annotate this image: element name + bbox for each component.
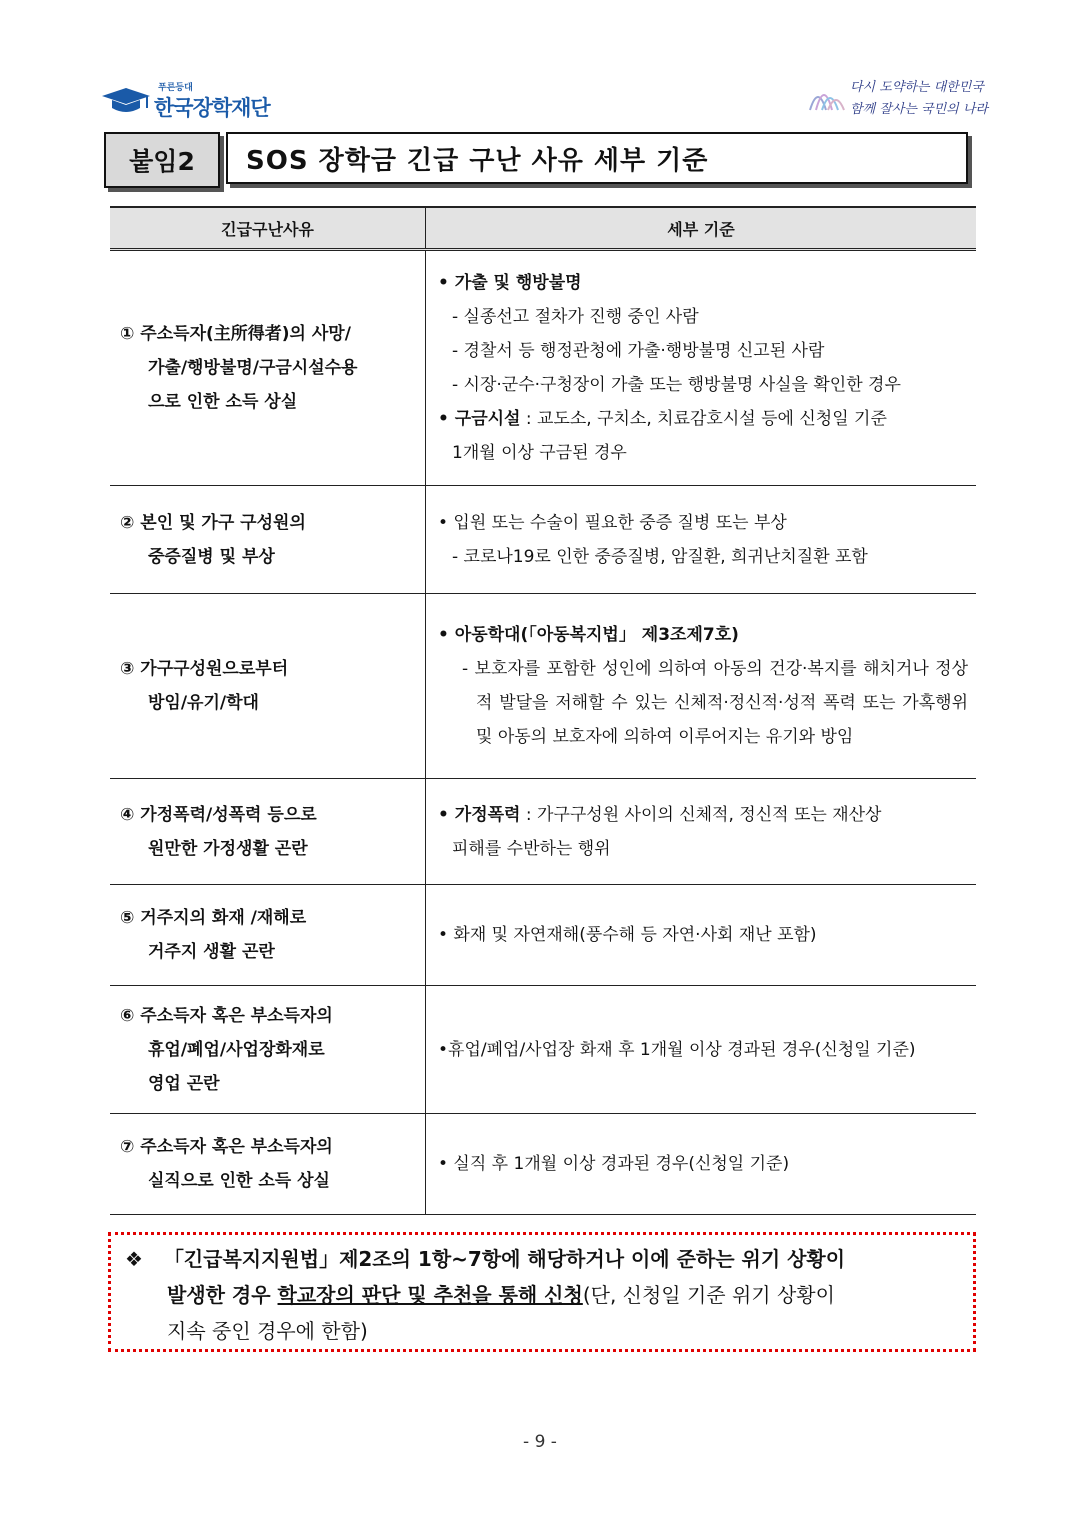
reason-line: ⑦ 주소득자 혹은 부소득자의 — [120, 1137, 333, 1157]
reason-line: ⑤ 거주지의 화재 /재해로 — [120, 908, 307, 928]
detail-sub: - 경찰서 등 행정관청에 가출·행방불명 신고된 사람 — [452, 341, 825, 361]
criteria-table — [110, 206, 976, 1215]
page-number: - 9 - — [523, 1432, 557, 1452]
reason-line: ④ 가정폭력/성폭력 등으로 — [120, 804, 317, 825]
reason-line: 휴업/폐업/사업장화재로 — [148, 1039, 325, 1060]
detail-bullet: • 구금시설 — [438, 409, 521, 429]
note-emphasis: 학교장의 판단 및 추천을 통해 신청 — [277, 1283, 583, 1307]
kosaf-logo — [100, 80, 300, 120]
reason-line: 중증질병 및 부상 — [148, 546, 275, 567]
diamond-bullet-icon: ❖ — [125, 1247, 143, 1271]
reason-cell — [110, 1114, 426, 1215]
detail-cell — [426, 1114, 977, 1215]
slogan-line-2: 함께 잘사는 국민의 나라 — [850, 102, 988, 117]
detail-text: 1개월 이상 구금된 경우 — [452, 443, 627, 463]
detail-bullet: •휴업/폐업/사업장 화재 후 1개월 이상 경과된 경우(신청일 기준) — [438, 1039, 916, 1060]
reason-cell — [110, 594, 426, 779]
detail-bullet: • 가정폭력 — [438, 804, 521, 825]
table-header-row — [110, 207, 976, 250]
application-note — [108, 1232, 976, 1352]
detail-text: 피해를 수반하는 행위 — [452, 838, 611, 859]
detail-bullet: • 아동학대(「아동복지법」 제3조제7호) — [438, 625, 739, 645]
note-text: (단, 신청일 기준 위기 상황이 — [582, 1283, 835, 1307]
note-line-3: 지속 중인 경우에 한함) — [167, 1319, 368, 1343]
detail-text: : 가구구성원 사이의 신체적, 정신적 또는 재산상 — [520, 804, 882, 825]
table-row — [110, 779, 976, 885]
logo-subtitle: 푸른등대 — [158, 83, 193, 93]
header-detail: 세부 기준 — [426, 207, 977, 250]
detail-cell — [426, 594, 977, 779]
attachment-tag: 붙임2 — [104, 132, 220, 188]
reason-cell — [110, 986, 426, 1114]
table-row — [110, 250, 976, 486]
detail-cell — [426, 250, 977, 486]
graduation-cap-icon — [100, 86, 152, 116]
reason-line: 영업 곤란 — [148, 1073, 220, 1094]
reason-cell — [110, 885, 426, 986]
table-row — [110, 986, 976, 1114]
reason-line: ⑥ 주소득자 혹은 부소득자의 — [120, 1005, 333, 1026]
table-row — [110, 486, 976, 594]
reason-line: 으로 인한 소득 상실 — [148, 392, 298, 412]
reason-line: 방임/유기/학대 — [148, 693, 259, 713]
detail-cell — [426, 779, 977, 885]
header-reason: 긴급구난사유 — [110, 207, 426, 250]
detail-bullet: • 가출 및 행방불명 — [438, 273, 582, 293]
reason-cell — [110, 250, 426, 486]
note-line-2 — [125, 1277, 961, 1313]
detail-bullet: • 입원 또는 수술이 필요한 중증 질병 또는 부상 — [438, 512, 787, 533]
detail-cell — [426, 986, 977, 1114]
detail-cell — [426, 885, 977, 986]
detail-cell — [426, 486, 977, 594]
slogan-line-1: 다시 도약하는 대한민국 — [850, 80, 984, 95]
table-row — [110, 1114, 976, 1215]
detail-sub: - 코로나19로 인한 중증질병, 암질환, 희귀난치질환 포함 — [452, 546, 868, 567]
table-row — [110, 594, 976, 779]
slogan-logo — [808, 74, 998, 122]
detail-sub: - 보호자를 포함한 성인에 의하여 아동의 건강·복지를 해치거나 정상적 발달을 저해할 수 있는 신체적·정신적·성적 폭력 또는 가혹행위 및 아동의 보호자에 의하여 이루어지는 유기와 방임 — [462, 659, 968, 747]
note-line-1 — [125, 1241, 961, 1277]
reason-cell — [110, 779, 426, 885]
reason-line: ① 주소득자(主所得者)의 사망/ — [120, 324, 351, 344]
page-title: SOS 장학금 긴급 구난 사유 세부 기준 — [226, 132, 968, 184]
table-row — [110, 885, 976, 986]
note-text: 발생한 경우 — [167, 1283, 278, 1307]
detail-sub: - 실종선고 절차가 진행 중인 사람 — [452, 307, 699, 327]
logo-name: 한국장학재단 — [154, 96, 270, 120]
reason-line: ② 본인 및 가구 구성원의 — [120, 512, 306, 533]
detail-sub: - 시장·군수·구청장이 가출 또는 행방불명 사실을 확인한 경우 — [452, 375, 901, 395]
slogan-wave-icon — [808, 80, 846, 114]
reason-line: ③ 가구구성원으로부터 — [120, 659, 289, 679]
reason-line: 실직으로 인한 소득 상실 — [148, 1171, 330, 1191]
note-text: 「긴급복지지원법」제2조의 1항~7항에 해당하거나 이에 준하는 위기 상황이 — [163, 1247, 846, 1271]
detail-bullet: • 실직 후 1개월 이상 경과된 경우(신청일 기준) — [438, 1154, 790, 1174]
reason-line: 거주지 생활 곤란 — [148, 942, 275, 962]
reason-cell — [110, 486, 426, 594]
reason-line: 가출/행방불명/구금시설수용 — [148, 358, 358, 378]
detail-bullet: • 화재 및 자연재해(풍수해 등 자연·사회 재난 포함) — [438, 925, 817, 945]
detail-text: : 교도소, 구치소, 치료감호시설 등에 신청일 기준 — [520, 409, 887, 429]
reason-line: 원만한 가정생활 곤란 — [148, 838, 308, 859]
